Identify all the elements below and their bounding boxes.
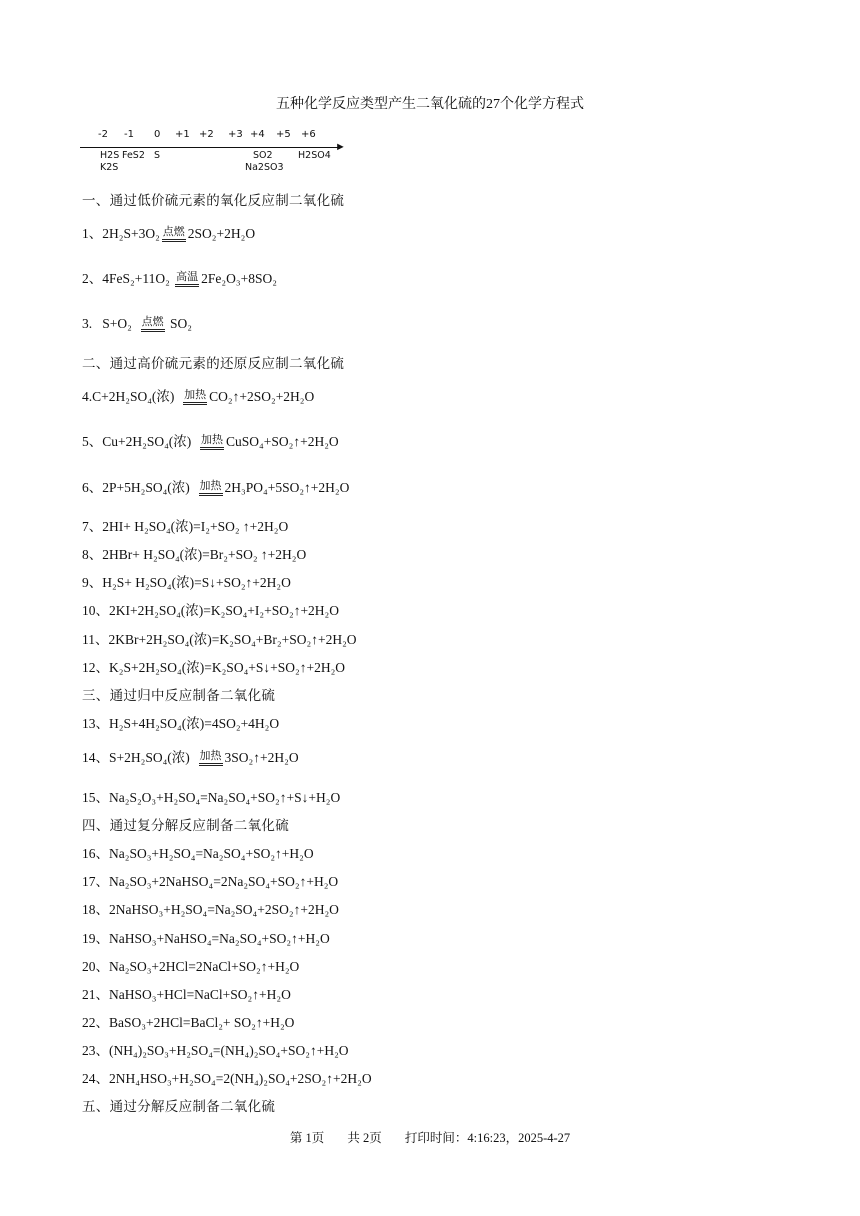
equation-separator: 、 <box>88 434 103 449</box>
equation-number: 14 <box>82 750 96 765</box>
compound-label: H2S <box>100 150 120 161</box>
equation-14 <box>82 749 299 767</box>
equation-separator: 、 <box>95 1043 109 1058</box>
equation-separator: 、 <box>88 547 103 562</box>
equation-reactants: 4FeS₂+11O₂ <box>102 271 170 286</box>
equation-number: 5 <box>82 434 89 449</box>
equation-text: (NH₄)₂SO₃+H₂SO₄=(NH₄)₂SO₄+SO₂↑+H₂O <box>109 1043 349 1058</box>
print-time: 打印时间：4:16:23，2025-4-27 <box>404 1131 571 1145</box>
equation-separator: 、 <box>95 1015 109 1030</box>
equation-text: H₂S+ H₂SO₄(浓)=S↓+SO₂↑+2H₂O <box>102 575 291 590</box>
equation-2 <box>82 270 277 288</box>
equation-separator: 、 <box>95 660 109 675</box>
equation-number: 19 <box>82 931 96 946</box>
equation-17 <box>82 873 338 891</box>
equation-separator: 、 <box>88 226 103 241</box>
equation-5 <box>82 433 339 451</box>
valence-tick: +1 <box>175 129 190 140</box>
equation-number: 6 <box>82 480 89 495</box>
equation-separator: 、 <box>95 790 109 805</box>
equation-number: 12 <box>82 660 96 675</box>
valence-tick: +6 <box>301 129 316 140</box>
equation-18 <box>82 901 339 919</box>
valence-tick: +3 <box>228 129 243 140</box>
equation-products: CO₂↑+2SO₂+2H₂O <box>209 389 315 404</box>
equation-separator: 、 <box>95 603 109 618</box>
equation-separator: . <box>88 316 93 331</box>
equation-reactants: 2P+5H₂SO₄(浓) <box>102 480 190 495</box>
equation-separator: 、 <box>95 750 109 765</box>
equation-number: 17 <box>82 874 96 889</box>
equation-text: 2KI+2H₂SO₄(浓)=K₂SO₄+I₂+SO₂↑+2H₂O <box>109 603 340 618</box>
equation-number: 24 <box>82 1071 96 1086</box>
equation-text: 2HI+ H₂SO₄(浓)=I₂+SO₂ ↑+2H₂O <box>102 519 289 534</box>
section-heading: 五、通过分解反应制备二氧化硫 <box>82 1099 276 1114</box>
valence-tick: -2 <box>98 129 108 140</box>
equation-text: 2KBr+2H₂SO₄(浓)=K₂SO₄+Br₂+SO₂↑+2H₂O <box>108 632 357 647</box>
equation-10 <box>82 602 339 620</box>
equation-15 <box>82 789 340 807</box>
section-heading: 四、通过复分解反应制备二氧化硫 <box>82 818 289 833</box>
equation-12 <box>82 659 345 677</box>
valence-tick: +4 <box>250 129 265 140</box>
equation-24 <box>82 1070 372 1088</box>
equation-19 <box>82 930 330 948</box>
condition-mark: 加热 <box>200 434 224 450</box>
equation-reactants: C+2H₂SO₄(浓) <box>92 389 175 404</box>
equation-separator: 、 <box>95 1071 109 1086</box>
equation-7 <box>82 518 288 536</box>
equation-text: 2HBr+ H₂SO₄(浓)=Br₂+SO₂ ↑+2H₂O <box>102 547 307 562</box>
equation-text: Na₂SO₃+2NaHSO₄=2Na₂SO₄+SO₂↑+H₂O <box>109 874 339 889</box>
equation-text: Na₂SO₃+2HCl=2NaCl+SO₂↑+H₂O <box>109 959 300 974</box>
condition-mark: 点燃 <box>141 316 165 332</box>
equation-separator: 、 <box>95 902 109 917</box>
axis-line <box>80 147 338 148</box>
axis-arrow-icon: ► <box>335 141 346 153</box>
equation-separator: 、 <box>88 519 103 534</box>
equation-reactants: S+2H₂SO₄(浓) <box>109 750 190 765</box>
equation-text: 2NaHSO₃+H₂SO₄=Na₂SO₄+2SO₂↑+2H₂O <box>109 902 339 917</box>
condition-mark: 高温 <box>175 271 199 287</box>
equation-separator: 、 <box>88 480 103 495</box>
equation-number: 9 <box>82 575 89 590</box>
equation-text: 2NH₄HSO₃+H₂SO₄=2(NH₄)₂SO₄+2SO₂↑+2H₂O <box>109 1071 372 1086</box>
equation-21 <box>82 986 291 1004</box>
equation-separator: 、 <box>95 632 109 647</box>
valence-tick: +2 <box>199 129 214 140</box>
equation-separator: 、 <box>95 987 109 1002</box>
equation-number: 11 <box>82 632 95 647</box>
equation-text: NaHSO₃+NaHSO₄=Na₂SO₄+SO₂↑+H₂O <box>109 931 330 946</box>
equation-number: 23 <box>82 1043 96 1058</box>
equation-number: 16 <box>82 846 96 861</box>
compound-label: Na2SO3 <box>245 162 284 173</box>
valence-tick: -1 <box>124 129 134 140</box>
equation-text: NaHSO₃+HCl=NaCl+SO₂↑+H₂O <box>109 987 291 1002</box>
equation-3 <box>82 315 192 333</box>
valence-tick: +5 <box>276 129 291 140</box>
equation-number: 20 <box>82 959 96 974</box>
equation-number: 2 <box>82 271 89 286</box>
condition-mark: 加热 <box>199 750 223 766</box>
equation-reactants: S+O₂ <box>102 316 132 331</box>
equation-separator: 、 <box>95 959 109 974</box>
equation-number: 7 <box>82 519 89 534</box>
equation-separator: 、 <box>88 271 103 286</box>
equation-23 <box>82 1042 349 1060</box>
page-number: 第 1页 <box>289 1131 325 1145</box>
equation-22 <box>82 1014 294 1032</box>
equation-13 <box>82 715 279 733</box>
equation-9 <box>82 574 291 592</box>
page-total: 共 2页 <box>347 1131 382 1145</box>
equation-4 <box>82 388 314 406</box>
equation-products: 2SO₂+2H₂O <box>187 226 256 241</box>
equation-6 <box>82 479 349 497</box>
equation-separator: 、 <box>95 716 109 731</box>
equation-separator: 、 <box>88 575 103 590</box>
equation-products: CuSO₄+SO₂↑+2H₂O <box>226 434 339 449</box>
compound-label: H2SO4 <box>298 150 331 161</box>
document-title: 五种化学反应类型产生二氧化硫的27个化学方程式 <box>276 97 584 112</box>
equation-text: K₂S+2H₂SO₄(浓)=K₂SO₄+S↓+SO₂↑+2H₂O <box>109 660 346 675</box>
equation-number: 22 <box>82 1015 96 1030</box>
equation-separator: 、 <box>95 874 109 889</box>
equation-separator: . <box>88 389 93 404</box>
section-heading: 二、通过高价硫元素的还原反应制二氧化硫 <box>82 356 345 371</box>
condition-mark: 点燃 <box>162 226 186 242</box>
equation-number: 13 <box>82 716 96 731</box>
equation-number: 15 <box>82 790 96 805</box>
condition-mark: 加热 <box>199 480 223 496</box>
equation-reactants: 2H₂S+3O₂ <box>102 226 160 241</box>
equation-text: BaSO₃+2HCl=BaCl₂+ SO₂↑+H₂O <box>109 1015 295 1030</box>
equation-11 <box>82 631 357 649</box>
equation-number: 21 <box>82 987 96 1002</box>
equation-16 <box>82 845 314 863</box>
equation-separator: 、 <box>95 931 109 946</box>
compound-label: SO2 <box>253 150 273 161</box>
equation-products: SO₂ <box>169 316 192 331</box>
equation-text: Na₂S₂O₃+H₂SO₄=Na₂SO₄+SO₂↑+S↓+H₂O <box>109 790 341 805</box>
equation-products: 2Fe₂O₃+8SO₂ <box>201 271 277 286</box>
compound-label: FeS2 <box>122 150 145 161</box>
equation-number: 1 <box>82 226 89 241</box>
valence-tick: 0 <box>154 129 161 140</box>
equation-number: 8 <box>82 547 89 562</box>
equation-reactants: Cu+2H₂SO₄(浓) <box>102 434 192 449</box>
equation-text: H₂S+4H₂SO₄(浓)=4SO₂+4H₂O <box>109 716 280 731</box>
equation-1 <box>82 225 255 243</box>
equation-separator: 、 <box>95 846 109 861</box>
equation-products: 3SO₂↑+2H₂O <box>224 750 299 765</box>
condition-mark: 加热 <box>183 389 207 405</box>
section-heading: 一、通过低价硫元素的氧化反应制二氧化硫 <box>82 193 345 208</box>
equation-products: 2H₃PO₄+5SO₂↑+2H₂O <box>224 480 350 495</box>
equation-number: 10 <box>82 603 96 618</box>
section-heading: 三、通过归中反应制备二氧化硫 <box>82 688 276 703</box>
equation-number: 18 <box>82 902 96 917</box>
sulfur-valence-axis <box>80 125 350 180</box>
equation-20 <box>82 958 299 976</box>
equation-number: 4 <box>82 389 89 404</box>
compound-label: S <box>154 150 161 161</box>
compound-label: K2S <box>100 162 119 173</box>
equation-text: Na₂SO₃+H₂SO₄=Na₂SO₄+SO₂↑+H₂O <box>109 846 314 861</box>
equation-8 <box>82 546 306 564</box>
page-footer <box>0 1128 860 1146</box>
equation-number: 3 <box>82 316 89 331</box>
